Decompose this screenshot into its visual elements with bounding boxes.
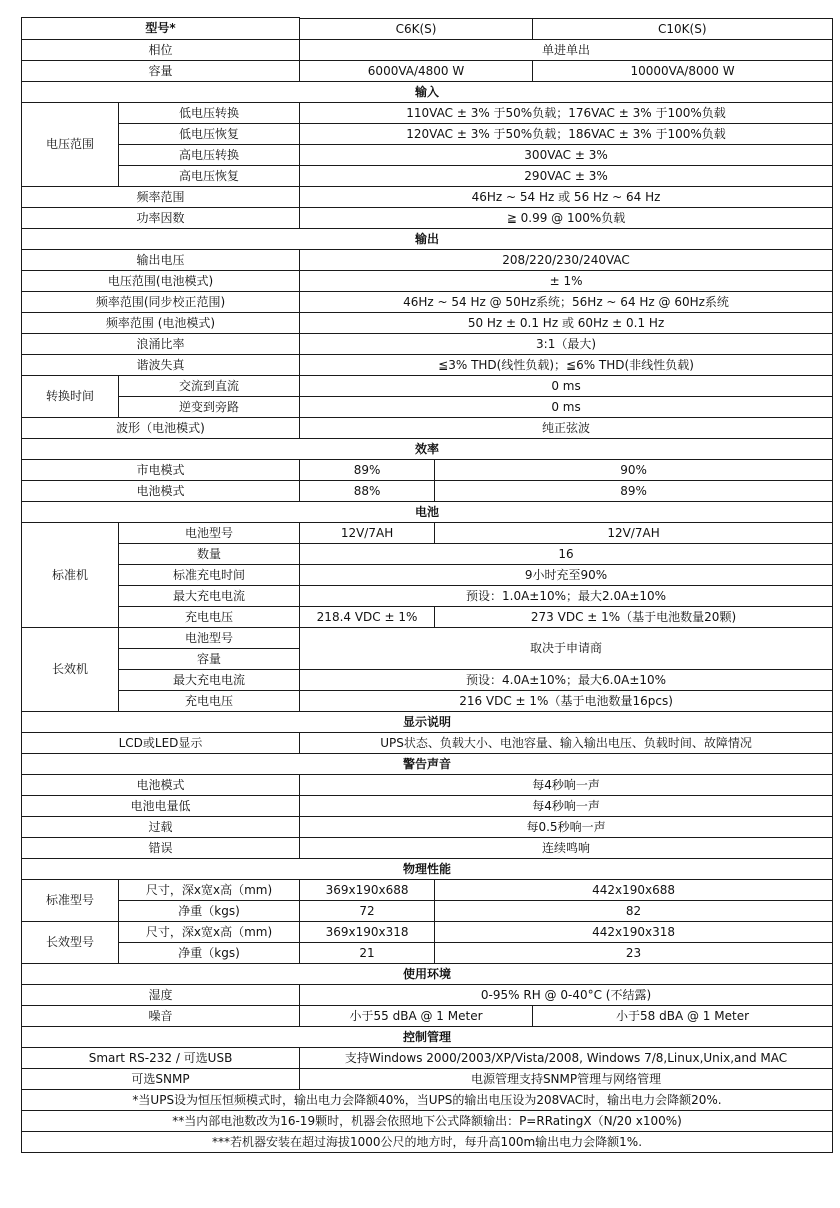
phase-row (22, 39, 833, 60)
output-row (22, 354, 833, 375)
battery-long-charge-voltage-label: 充电电压 (119, 690, 300, 711)
input-row-label: 低电压转换 (119, 102, 300, 123)
output-thd-value: ≦3% THD(线性负载)；≦6% THD(非线性负载) (300, 354, 833, 375)
capacity-row (22, 60, 833, 81)
model-c10k: C10K(S) (533, 18, 833, 39)
efficiency-c10k: 90% (435, 459, 833, 480)
model-c6k: C6K(S) (300, 18, 533, 39)
battery-row (22, 585, 833, 606)
physical-long-dim-c10k: 442x190x318 (435, 921, 833, 942)
display-value: UPS状态、负载大小、电池容量、输入输出电压、负载时间、故障情况 (300, 732, 833, 753)
management-row (22, 1047, 833, 1068)
environment-section (22, 963, 833, 984)
alarm-row (22, 837, 833, 858)
battery-row (22, 690, 833, 711)
voltage-range-label: 电压范围 (22, 102, 119, 186)
capacity-c10k: 10000VA/8000 W (630, 63, 735, 78)
output-freq-sync-value: 46Hz ~ 54 Hz @ 50Hz系统；56Hz ~ 64 Hz @ 60Hz系统 (300, 291, 833, 312)
battery-recharge-label: 标准充电时间 (119, 564, 300, 585)
footnote: *当UPS设为恒压恒频模式时，输出电力会降额40%，当UPS的输出电压设为208VAC时，输出电力会降额20%. (22, 1089, 833, 1110)
model-label: 型号* (22, 18, 300, 40)
battery-row (22, 669, 833, 690)
snmp-label: 可选SNMP (22, 1068, 300, 1089)
battery-row (22, 522, 833, 543)
physical-row (22, 879, 833, 900)
output-freq-batt-label: 频率范围 (电池模式) (22, 312, 300, 333)
input-section (22, 81, 833, 102)
transfer-row-value: 0 ms (300, 396, 833, 417)
battery-long-charge-current-label: 最大充电电流 (119, 669, 300, 690)
efficiency-label: 电池模式 (22, 480, 300, 501)
alarm-row (22, 816, 833, 837)
output-row (22, 270, 833, 291)
efficiency-c10k: 89% (435, 480, 833, 501)
physical-long-dim-c6k: 369x190x318 (300, 921, 435, 942)
rs232-label: Smart RS-232 / 可选USB (22, 1047, 300, 1068)
physical-dim-label: 尺寸，深x宽x高（mm) (119, 879, 300, 900)
input-row (22, 144, 833, 165)
battery-charge-voltage-c10k: 273 VDC ± 1%（基于电池数量20颗) (435, 606, 833, 627)
input-row-value: 300VAC ± 3% (300, 144, 833, 165)
alarm-label: 电池模式 (22, 774, 300, 795)
efficiency-row (22, 459, 833, 480)
model-row (22, 18, 833, 40)
physical-row (22, 900, 833, 921)
footnote: **当内部电池数改为16-19颗时，机器会依照地下公式降额输出：P=RRatingX（N/20 x100%) (22, 1110, 833, 1131)
capacity-label: 容量 (22, 60, 300, 81)
physical-row (22, 942, 833, 963)
input-pf-row (22, 207, 833, 228)
output-title: 输出 (22, 228, 833, 249)
management-section (22, 1026, 833, 1047)
input-row-label: 高电压转换 (119, 144, 300, 165)
environment-row (22, 1005, 833, 1026)
transfer-row-value: 0 ms (300, 375, 833, 396)
input-row (22, 123, 833, 144)
efficiency-label: 市电模式 (22, 459, 300, 480)
output-batt-voltage-label: 电压范围(电池模式) (22, 270, 300, 291)
physical-std-weight-c6k: 72 (300, 900, 435, 921)
battery-type-c6k: 12V/7AH (300, 522, 435, 543)
output-voltage-value: 208/220/230/240VAC (300, 249, 833, 270)
input-row-label: 低电压恢复 (119, 123, 300, 144)
physical-title: 物理性能 (22, 858, 833, 879)
input-pf-label: 功率因数 (22, 207, 300, 228)
alarm-value: 每4秒响一声 (300, 795, 833, 816)
battery-type-c10k: 12V/7AH (435, 522, 833, 543)
noise-c6k: 小于55 dBA @ 1 Meter (300, 1006, 533, 1026)
alarm-title: 警告声音 (22, 753, 833, 774)
battery-charge-current-label: 最大充电电流 (119, 585, 300, 606)
efficiency-row (22, 480, 833, 501)
transfer-row-label: 交流到直流 (119, 375, 300, 396)
alarm-row (22, 795, 833, 816)
physical-std-dim-c10k: 442x190x688 (435, 879, 833, 900)
output-row (22, 249, 833, 270)
transfer-label: 转换时间 (22, 375, 119, 417)
physical-long-label: 长效型号 (22, 921, 119, 963)
waveform-value: 纯正弦波 (300, 417, 833, 438)
footnote: ***若机器安装在超过海拔1000公尺的地方时，每升高100m输出电力会降额1%. (22, 1131, 833, 1152)
transfer-row (22, 396, 833, 417)
output-row (22, 312, 833, 333)
waveform-label: 波形（电池模式) (22, 417, 300, 438)
display-section (22, 711, 833, 732)
physical-standard-label: 标准型号 (22, 879, 119, 921)
management-row (22, 1068, 833, 1089)
spec-sheet (21, 17, 832, 1153)
input-pf-value: ≧ 0.99 @ 100%负载 (300, 207, 833, 228)
physical-row (22, 921, 833, 942)
alarm-value: 连续鸣响 (300, 837, 833, 858)
battery-long-charge-voltage-value: 216 VDC ± 1%（基于电池数量16pcs) (300, 690, 833, 711)
input-freq-row (22, 186, 833, 207)
physical-dim-label: 尺寸，深x宽x高（mm) (119, 921, 300, 942)
alarm-label: 过载 (22, 816, 300, 837)
alarm-value: 每4秒响一声 (300, 774, 833, 795)
spec-table (21, 17, 833, 1153)
output-row (22, 291, 833, 312)
phase-label: 相位 (22, 39, 300, 60)
output-thd-label: 谐波失真 (22, 354, 300, 375)
output-batt-voltage-value: ± 1% (300, 270, 833, 291)
output-crest-value: 3:1（最大) (300, 333, 833, 354)
input-row-value: 120VAC ± 3% 于50%负载；186VAC ± 3% 于100%负载 (300, 123, 833, 144)
display-title: 显示说明 (22, 711, 833, 732)
note-row (22, 1131, 833, 1152)
battery-section (22, 501, 833, 522)
output-voltage-label: 输出电压 (22, 249, 300, 270)
input-row-value: 290VAC ± 3% (300, 165, 833, 186)
display-row (22, 732, 833, 753)
output-section (22, 228, 833, 249)
display-label: LCD或LED显示 (22, 732, 300, 753)
output-row (22, 333, 833, 354)
note-row (22, 1089, 833, 1110)
output-freq-batt-value: 50 Hz ± 0.1 Hz 或 60Hz ± 0.1 Hz (300, 312, 833, 333)
battery-long-charge-current-value: 预设：4.0A±10%；最大6.0A±10% (300, 669, 833, 690)
battery-recharge-value: 9小时充至90% (300, 564, 833, 585)
physical-std-dim-c6k: 369x190x688 (300, 879, 435, 900)
battery-title: 电池 (22, 501, 833, 522)
transfer-row (22, 375, 833, 396)
environment-row (22, 984, 833, 1005)
input-row-value: 110VAC ± 3% 于50%负载；176VAC ± 3% 于100%负载 (300, 102, 833, 123)
input-row-label: 高电压恢复 (119, 165, 300, 186)
efficiency-section (22, 438, 833, 459)
input-row (22, 165, 833, 186)
humidity-value: 0-95% RH @ 0-40°C (不结露) (300, 984, 833, 1005)
output-freq-sync-label: 频率范围(同步校正范围) (22, 291, 300, 312)
alarm-section (22, 753, 833, 774)
alarm-value: 每0.5秒响一声 (300, 816, 833, 837)
efficiency-c6k: 89% (300, 459, 435, 480)
environment-title: 使用环境 (22, 963, 833, 984)
battery-type-label: 电池型号 (119, 522, 300, 543)
snmp-value: 电源管理支持SNMP管理与网络管理 (300, 1068, 833, 1089)
physical-long-weight-c6k: 21 (300, 942, 435, 963)
output-crest-label: 浪涌比率 (22, 333, 300, 354)
management-title: 控制管理 (22, 1026, 833, 1047)
physical-std-weight-c10k: 82 (435, 900, 833, 921)
input-title: 输入 (22, 81, 833, 102)
noise-label: 噪音 (22, 1005, 300, 1026)
alarm-label: 电池电量低 (22, 795, 300, 816)
battery-row (22, 606, 833, 627)
efficiency-c6k: 88% (300, 480, 435, 501)
humidity-label: 湿度 (22, 984, 300, 1005)
input-row (22, 102, 833, 123)
input-freq-label: 频率范围 (22, 186, 300, 207)
battery-charge-current-value: 预设：1.0A±10%；最大2.0A±10% (300, 585, 833, 606)
phase-value: 单进单出 (300, 39, 833, 60)
battery-row (22, 627, 833, 648)
battery-long-type-value: 取决于申请商 (300, 627, 833, 669)
transfer-row-label: 逆变到旁路 (119, 396, 300, 417)
output-row (22, 417, 833, 438)
physical-long-weight-c10k: 23 (435, 942, 833, 963)
battery-row (22, 543, 833, 564)
battery-charge-voltage-c6k: 218.4 VDC ± 1% (300, 606, 435, 627)
efficiency-title: 效率 (22, 438, 833, 459)
battery-qty-label: 数量 (119, 543, 300, 564)
input-freq-value: 46Hz ~ 54 Hz 或 56 Hz ~ 64 Hz (300, 186, 833, 207)
physical-weight-label: 净重（kgs) (119, 900, 300, 921)
alarm-label: 错误 (22, 837, 300, 858)
physical-weight-label: 净重（kgs) (119, 942, 300, 963)
battery-charge-voltage-label: 充电电压 (119, 606, 300, 627)
rs232-value: 支持Windows 2000/2003/XP/Vista/2008, Windows 7/8,Linux,Unix,and MAC (300, 1047, 833, 1068)
battery-long-type-label: 电池型号 (119, 627, 300, 648)
capacity-c6k: 6000VA/4800 W (300, 61, 533, 81)
note-row (22, 1110, 833, 1131)
battery-long-capacity-label: 容量 (119, 648, 300, 669)
alarm-row (22, 774, 833, 795)
battery-standard-label: 标准机 (22, 522, 119, 627)
battery-long-label: 长效机 (22, 627, 119, 711)
battery-qty-value: 16 (300, 543, 833, 564)
noise-c10k: 小于58 dBA @ 1 Meter (616, 1008, 750, 1023)
physical-section (22, 858, 833, 879)
battery-row (22, 564, 833, 585)
